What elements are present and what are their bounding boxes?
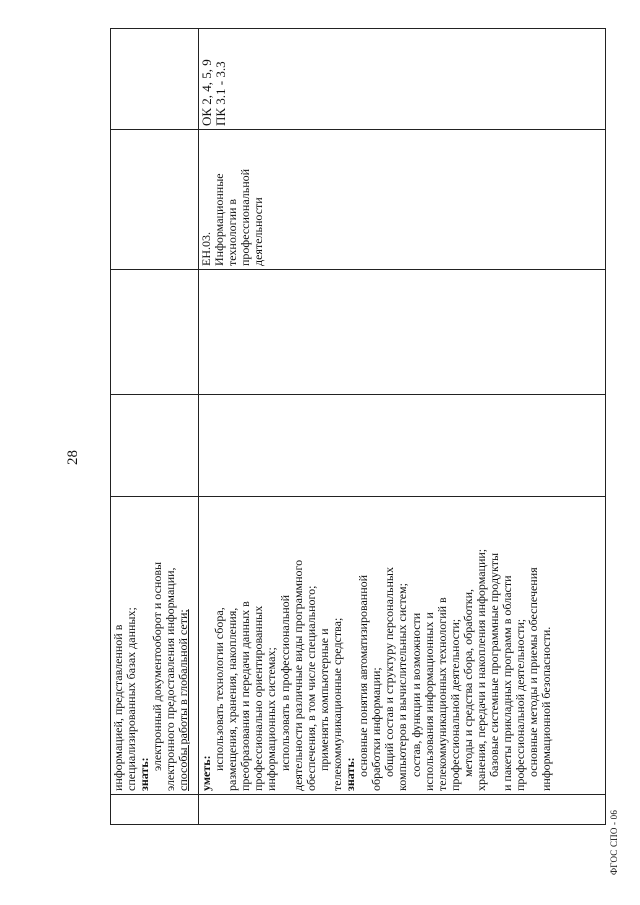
- text-line: электронного предоставления информации,: [163, 567, 178, 791]
- text-line: телекоммуникационных технологий в: [434, 597, 449, 791]
- text-line: базовые системные программные продукты: [487, 552, 502, 777]
- text-line: телекоммуникационные средства;: [329, 617, 344, 791]
- cell-requirements-top: [111, 497, 199, 795]
- footer-document-code: ФГОС СПО - 06: [609, 809, 619, 875]
- competency-general: ОК 2, 4, 5, 9: [199, 59, 214, 126]
- text-line: компьютеров и вычислительных систем;: [395, 583, 410, 791]
- cell-hours-max-top: [111, 395, 199, 497]
- table-row-top: [111, 29, 199, 825]
- text-line: информационных системах;: [264, 647, 279, 791]
- text-line: использовать технологии сбора,: [212, 607, 227, 771]
- competency-professional: ПК 3.1 - 3.3: [213, 61, 228, 126]
- text-line: хранения, передачи и накопления информации;: [473, 548, 488, 791]
- text-line: профессиональной деятельности;: [447, 618, 462, 791]
- cell-competencies-main: [199, 29, 606, 130]
- cell-index-main: [199, 795, 606, 825]
- discipline-name-line: профессиональной: [238, 168, 253, 266]
- page-number: 28: [65, 450, 81, 465]
- cell-requirements-main: [199, 497, 606, 795]
- text-line: общий состав и структуру персональных: [382, 567, 397, 777]
- text-line: и пакеты прикладных программ в области: [500, 575, 515, 791]
- cell-index-top: [111, 795, 199, 825]
- text-line: обеспечения, в том числе специального;: [303, 585, 318, 791]
- text-line: методы и средства сбора, обработки,: [460, 588, 475, 777]
- text-line: электронный документооборот и основы: [150, 561, 165, 771]
- text-line: деятельности различные виды программного: [290, 559, 305, 791]
- curriculum-table: [110, 28, 606, 825]
- text-line: основные понятия автоматизированной: [356, 574, 371, 777]
- cell-hours-top: [111, 270, 199, 395]
- text-line: обработки информации;: [369, 667, 384, 791]
- text-line: преобразования и передачи данных в: [238, 601, 253, 791]
- text-line: основные методы и приемы обеспечения: [526, 567, 541, 777]
- text-line-heading: уметь:: [199, 755, 213, 791]
- text-line: использования информационных и: [421, 612, 436, 791]
- text-line: способы работы в глобальной сети;: [176, 609, 191, 791]
- text-line: состав, функции и возможности: [408, 612, 423, 777]
- cell-discipline-main: [199, 130, 606, 270]
- cell-hours-main: [199, 270, 606, 395]
- text-line: профессионально ориентированных: [251, 605, 266, 791]
- discipline-name-line: Информационные: [212, 173, 227, 266]
- text-line-heading: знать:: [137, 757, 152, 791]
- text-line: информацией, представленной в: [111, 624, 125, 791]
- text-line: использовать в профессиональной: [277, 594, 292, 771]
- text-line: применять компьютерные и: [316, 628, 331, 771]
- text-line-heading: знать:: [343, 757, 358, 791]
- text-line: специализированных базах данных;: [124, 607, 139, 791]
- discipline-name-line: технологии в: [225, 198, 240, 266]
- table-row-main: [199, 29, 606, 825]
- text-line: информационной безопасности.: [539, 626, 554, 791]
- discipline-name-line: деятельности: [251, 197, 266, 266]
- discipline-code: ЕН.03.: [199, 232, 213, 266]
- cell-hours-max-main: [199, 395, 606, 497]
- text-line: профессиональной деятельности;: [513, 618, 528, 791]
- cell-discipline-top: [111, 130, 199, 270]
- text-line: размещения, хранения, накопления,: [225, 607, 240, 791]
- cell-competencies-top: [111, 29, 199, 130]
